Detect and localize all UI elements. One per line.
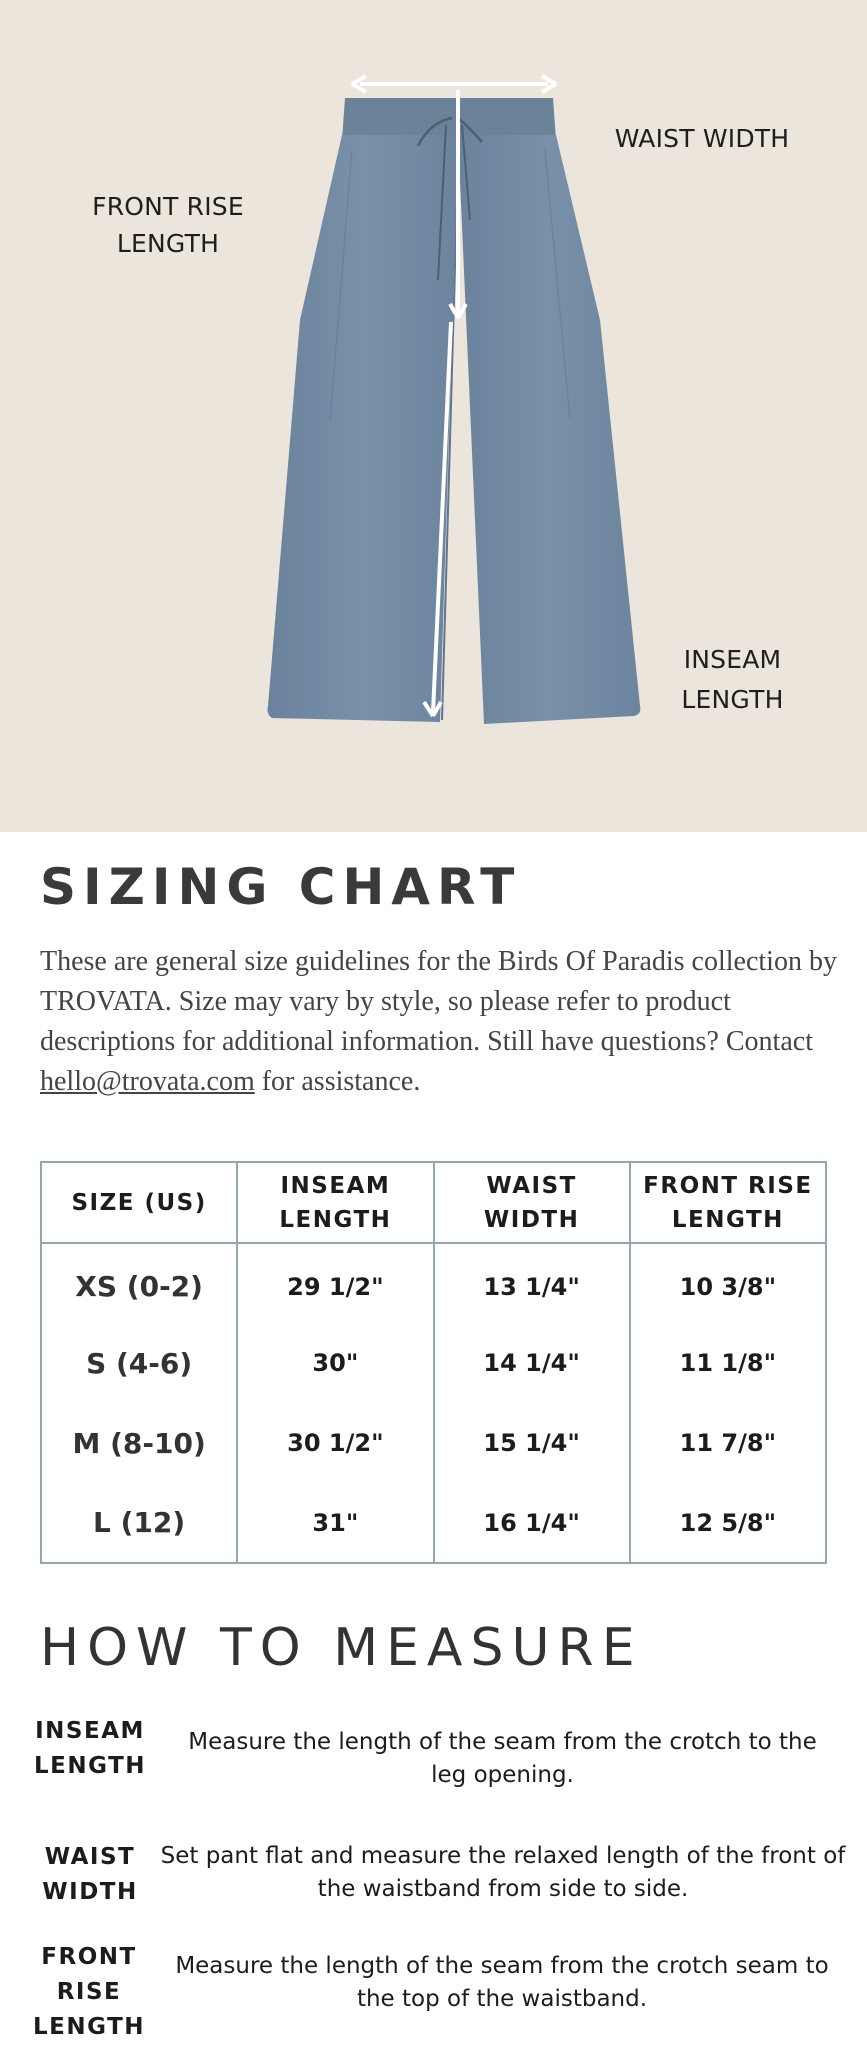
header-inseam: INSEAM LENGTH — [237, 1162, 433, 1243]
table-row — [41, 1323, 826, 1403]
waist-width-label: WAIST WIDTH — [614, 124, 790, 153]
sizing-chart-title: SIZING CHART — [40, 858, 522, 916]
waist-cell: 13 1/4" — [434, 1243, 630, 1323]
intro-suffix: for assistance. — [254, 1066, 421, 1097]
contact-email-link[interactable]: hello@trovata.com — [40, 1066, 255, 1097]
measure-description: Measure the length of the seam from the crotch seam to the top of the waistband. — [175, 1953, 829, 2012]
waist-cell: 16 1/4" — [434, 1483, 630, 1563]
header-size: SIZE (US) — [41, 1162, 237, 1243]
waist-cell: 15 1/4" — [434, 1403, 630, 1483]
inseam-cell: 30 1/2" — [237, 1403, 433, 1483]
size-cell: S (4-6) — [41, 1323, 237, 1403]
table-row — [41, 1243, 826, 1323]
front-rise-cell: 10 3/8" — [630, 1243, 826, 1323]
size-cell: L (12) — [41, 1483, 237, 1563]
measure-description: Set pant flat and measure the relaxed length of the front of the waistband from side to side. — [160, 1843, 846, 1902]
inseam-cell: 31" — [237, 1483, 433, 1563]
front-rise-cell: 12 5/8" — [630, 1483, 826, 1563]
inseam-cell: 30" — [237, 1323, 433, 1403]
intro-text: These are general size guidelines for the Birds Of Paradis collection by TROVATA. Size may vary by style, so please refer to product descriptions for additional information. Still have questions? Contact — [40, 946, 837, 1057]
inseam-label: INSEAM LENGTH — [681, 645, 784, 714]
sizing-intro — [40, 942, 840, 1102]
measure-label: INSEAM LENGTH — [33, 1718, 147, 1779]
how-to-measure-title: HOW TO MEASURE — [40, 1618, 643, 1678]
table-header-row — [41, 1162, 826, 1243]
waist-cell: 14 1/4" — [434, 1323, 630, 1403]
inseam-cell: 29 1/2" — [237, 1243, 433, 1323]
product-measurement-image — [0, 0, 867, 832]
header-front-rise: FRONT RISE LENGTH — [630, 1162, 826, 1243]
sizing-table — [40, 1161, 827, 1564]
size-cell: M (8-10) — [41, 1403, 237, 1483]
front-rise-label: FRONT RISE LENGTH — [92, 192, 244, 258]
table-row — [41, 1403, 826, 1483]
measure-label: WAIST WIDTH — [42, 1844, 138, 1905]
header-waist: WAIST WIDTH — [434, 1162, 630, 1243]
front-rise-cell: 11 7/8" — [630, 1403, 826, 1483]
measure-label: FRONT RISE LENGTH — [32, 1944, 146, 2040]
measure-description: Measure the length of the seam from the crotch to the leg opening. — [188, 1729, 817, 1788]
front-rise-cell: 11 1/8" — [630, 1323, 826, 1403]
size-cell: XS (0-2) — [41, 1243, 237, 1323]
table-row — [41, 1483, 826, 1563]
